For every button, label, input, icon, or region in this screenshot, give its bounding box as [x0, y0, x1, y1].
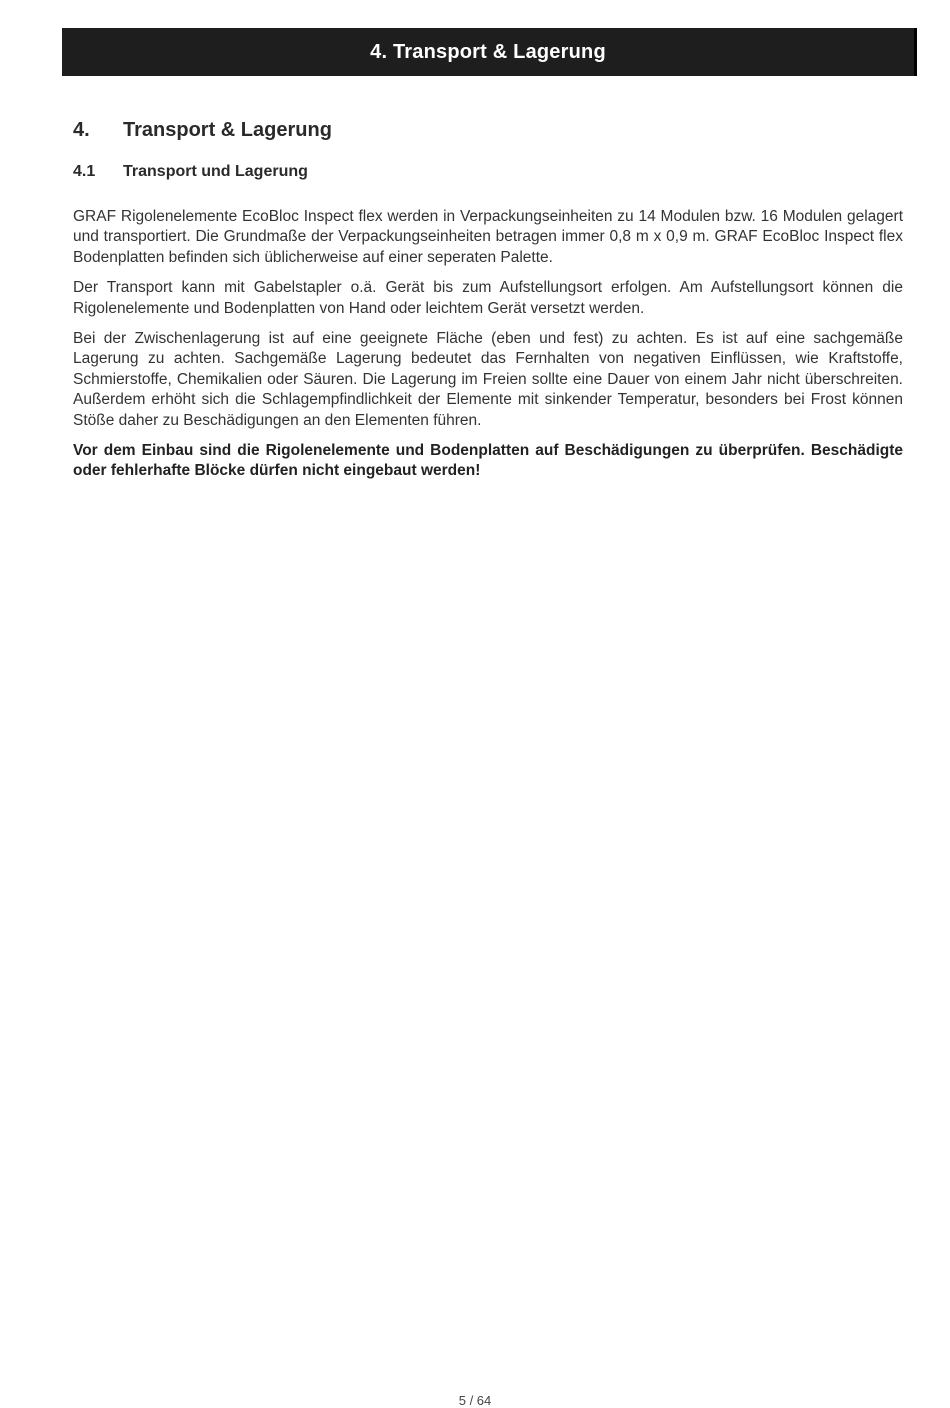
paragraph-storage: Bei der Zwischenlagerung ist auf eine geeignete Fläche (eben und fest) zu achten. Es ist auf eine sachgemäße Lagerung zu achten. Sachgemäße Lagerung bedeutet das Fernhalten von negativen Einflüssen, wie Kraftstoffe, Schmierstoffe, Chemikalien oder Säuren. Die Lagerung im Freien sollte eine Dauer von einem Jahr nicht überschreiten. Außerdem erhöht sich die Schlagempfindlichkeit der Elemente mit sinkender Temperatur, besonders bei Frost können Stöße daher zu Beschädigungen an den Elementen führen. — [73, 330, 903, 429]
paragraph-packaging: GRAF Rigolenelemente EcoBloc Inspect flex werden in Verpackungseinheiten zu 14 Modulen bzw. 16 Modulen gelagert und transportiert. Die Grundmaße der Verpackungseinheiten betragen immer 0,8 m x 0,9 m. GRAF EcoBloc Inspect flex Bodenplatten befinden sich üblicherweise auf einer seperaten Palette. — [73, 208, 903, 266]
section-heading — [73, 115, 903, 145]
page-content — [73, 115, 903, 482]
paragraph-warning: Vor dem Einbau sind die Rigolenelemente und Bodenplatten auf Beschädigungen zu überprüfen. Beschädigte oder fehlerhafte Blöcke dürfen nicht eingebaut werden! — [73, 442, 903, 480]
paragraph-transport: Der Transport kann mit Gabelstapler o.ä. Gerät bis zum Aufstellungsort erfolgen. Am Aufstellungsort können die Rigolenelemente und Bodenplatten von Hand oder leichtem Gerät versetzt werden. — [73, 279, 903, 317]
section-title: Transport & Lagerung — [123, 118, 332, 141]
subsection-heading — [73, 162, 903, 182]
section-number: 4. — [73, 118, 90, 141]
subsection-title: Transport und Lagerung — [123, 163, 308, 180]
subsection-number: 4.1 — [73, 163, 96, 180]
page-number: 5 / 64 — [458, 1393, 492, 1408]
chapter-header-bar — [62, 28, 917, 76]
chapter-header-title: 4. Transport & Lagerung — [370, 40, 606, 63]
